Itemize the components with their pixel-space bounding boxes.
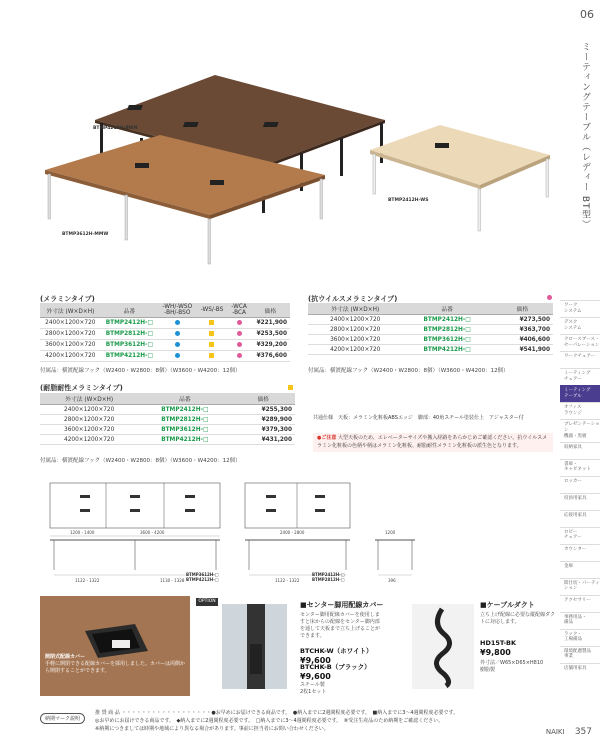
center-cover-title: ■センター脚用配線カバー [300, 601, 384, 609]
table-row [308, 315, 553, 325]
size-cell: 2800×1200×720 [40, 415, 138, 425]
finish-cell [197, 340, 228, 351]
code-cell: BTMP3612H-□ [402, 335, 491, 345]
column-header: 外寸法 (W×D×H) [40, 303, 101, 318]
cable-duct-price: ¥9,800 [480, 648, 511, 657]
table-row [40, 329, 290, 340]
table-row [40, 340, 290, 351]
legend-line-3: ※納期につきましては時期や地域により異なる場合があります。事前に担当者にお問い合わせください。 [95, 726, 329, 732]
price-cell: ¥541,900 [492, 345, 553, 355]
table-row [308, 325, 553, 335]
legend-line-1: 推 奨 商 品 ・・・・・・・・・・・・・・・・・・●お早めにお届けできる商品です。 ●納入までに2週間程度必要です。 ■納入までに3～4週間程度必要です。 [95, 710, 459, 716]
warning-mark: ●ご注意 [317, 435, 337, 441]
table-light-wood [370, 125, 550, 231]
black-cover-price: ¥9,600 [300, 672, 331, 681]
price-cell: ¥329,200 [251, 340, 290, 351]
sidebar-item[interactable]: 間仕切・パーティ ション [560, 578, 600, 595]
option-badge: OPTION [196, 598, 218, 606]
sidebar-item[interactable]: 金庫 [560, 561, 600, 578]
melamine-price-table [40, 303, 290, 362]
vertical-section-title: ミーティングテーブル（レディー BT型） [580, 42, 590, 230]
table-row [40, 435, 295, 445]
black-cover-code: BTCHK-B（ブラック） [300, 663, 371, 671]
code-cell: BTMP2812H-□ [138, 415, 231, 425]
cable-duct-photo [412, 604, 474, 689]
finish-cell [227, 318, 250, 329]
dimension-diagrams [40, 478, 560, 588]
stock-square-icon [209, 342, 214, 347]
sidebar-item[interactable]: デスク システム [560, 317, 600, 334]
melamine-table-title: (メラミンタイプ) [40, 295, 95, 303]
cable-duct-title: ■ケーブルダクト [480, 601, 535, 609]
finish-cell [158, 329, 197, 340]
finish-cell [158, 340, 197, 351]
made-to-order-icon [237, 342, 242, 347]
finish-cell [227, 340, 250, 351]
center-leg-photo [222, 604, 287, 689]
footer-brand: NAIKI [545, 728, 565, 736]
model-label: BTMP3612H-□ [186, 572, 219, 577]
table-row [40, 415, 295, 425]
cover-caption-title: 開閉式配線カバー [45, 654, 86, 660]
made-to-order-icon [547, 295, 552, 300]
size-cell: 2400×1200×720 [40, 318, 101, 329]
table-row [40, 405, 295, 415]
cable-duct-code: HD15T-BK [480, 639, 517, 647]
price-cell: ¥255,300 [231, 405, 295, 415]
size-cell: 4200×1200×720 [40, 435, 138, 445]
column-header: 価格 [231, 393, 295, 405]
price-cell: ¥253,500 [251, 329, 290, 340]
dim-label: 1122・1322 [275, 578, 300, 583]
size-cell: 2400×1200×720 [308, 315, 402, 325]
legend-line-2: ◎お早めにお届けできる商品です。 ◆納入までに2週間程度必要です。 □納入までに3～4週間程度必要です。 ⑧受注生産品のため納期をご確認ください。 [95, 718, 444, 724]
column-header: 外寸法 (W×D×H) [308, 303, 402, 315]
table-row [308, 335, 553, 345]
column-header: -WCA -BCA [227, 303, 250, 318]
stock-dot-icon [175, 331, 180, 336]
size-cell: 3600×1200×720 [40, 425, 138, 435]
finish-cell [158, 351, 197, 362]
sidebar-item[interactable]: 応接用家具 [560, 510, 600, 527]
warning-box [313, 433, 553, 452]
sidebar-item[interactable]: ラック・ 工場備品 [560, 629, 600, 646]
cover-caption-text: 手軽に開閉できる配線カバーを採用しました。カバーは両側から開閉することができます。 [45, 661, 186, 674]
code-cell: BTMP2412H-□ [402, 315, 491, 325]
dim-label: 1122・1322 [75, 578, 100, 583]
code-cell: BTMP3612H-□ [101, 340, 158, 351]
delivery-mark-icon [288, 385, 293, 390]
fireproof-table-title: (耐脂耐性メラミンタイプ) [40, 384, 123, 392]
product-label-left: BTMP3612H-MMW [62, 232, 109, 237]
page-footer [546, 727, 592, 737]
sidebar-item[interactable]: 収納家具 [560, 442, 600, 459]
code-cell: BTMP2412H-□ [138, 405, 231, 415]
code-cell: BTMP3612H-□ [138, 425, 231, 435]
dim-label: 396 [388, 578, 396, 583]
size-cell: 4200×1200×720 [308, 345, 402, 355]
delivery-legend [95, 709, 458, 733]
model-label: BTMP2812H-□ [312, 577, 345, 582]
stock-square-icon [209, 320, 214, 325]
stock-square-icon [209, 331, 214, 336]
sidebar-item[interactable]: カウンター [560, 544, 600, 561]
model-label: BTMP4212H-□ [186, 577, 219, 582]
stock-square-icon [209, 353, 214, 358]
model-label: BTMP2412H-□ [312, 572, 345, 577]
sidebar-item[interactable]: ワークチェアー [560, 351, 600, 368]
column-header: -WH/-WSO -BH/-BSO [158, 303, 197, 318]
cable-cover-photo [40, 596, 190, 696]
price-cell: ¥289,900 [231, 415, 295, 425]
code-cell: BTMP4212H-□ [138, 435, 231, 445]
made-to-order-icon [237, 353, 242, 358]
column-header: 品番 [101, 303, 158, 318]
finish-cell [227, 329, 250, 340]
size-cell: 2800×1200×720 [40, 329, 101, 340]
table-row [40, 425, 295, 435]
antiviral-price-table [308, 303, 553, 355]
price-cell: ¥376,600 [251, 351, 290, 362]
column-header: 価格 [251, 303, 290, 318]
code-cell: BTMP2812H-□ [402, 325, 491, 335]
made-to-order-icon [237, 320, 242, 325]
cable-duct-spec: 外寸法／W65×D65×H810 樹脂製 [480, 660, 544, 673]
sidebar-item[interactable]: クロースブース・ セーパレーション [560, 334, 600, 351]
sidebar-item[interactable]: 店舗用家具 [560, 663, 600, 680]
sidebar-item[interactable]: ミーティング テーブル [560, 385, 600, 402]
made-to-order-icon [237, 331, 242, 336]
sidebar-item[interactable]: 役員用家具 [560, 493, 600, 510]
sidebar-item[interactable]: 書庫・ キャビネット [560, 459, 600, 476]
code-cell: BTMP2412H-□ [101, 318, 158, 329]
sidebar-item[interactable]: 環境配慮製品 事業 [560, 646, 600, 663]
column-header: 価格 [492, 303, 553, 315]
size-cell: 4200×1200×720 [40, 351, 101, 362]
sidebar-item[interactable]: プレゼンテーション 機器・黒板 [560, 419, 600, 442]
table-row [40, 351, 290, 362]
column-header: 品番 [402, 303, 491, 315]
product-label-top: BTMP4212H-BWN [93, 126, 138, 131]
size-cell: 2800×1200×720 [308, 325, 402, 335]
price-cell: ¥221,900 [251, 318, 290, 329]
fireproof-price-table [40, 393, 295, 445]
product-illustrations [40, 25, 560, 285]
fireproof-note: 付属品：横渡配線フック（W2400・W2800：8個）（W3600・W4200：12個） [40, 458, 241, 464]
column-header: -WS/-BS [197, 303, 228, 318]
sidebar-item[interactable]: ワーク システム [560, 300, 600, 317]
antiviral-note: 付属品：横渡配線フック（W2400・W2800：8個）（W3600・W4200：12個） [308, 368, 509, 374]
price-cell: ¥406,600 [492, 335, 553, 345]
code-cell: BTMP4212H-□ [402, 345, 491, 355]
stock-dot-icon [175, 342, 180, 347]
legend-title: 納期マーク説明 [40, 713, 85, 724]
column-header: 外寸法 (W×D×H) [40, 393, 138, 405]
finish-cell [158, 318, 197, 329]
size-cell: 3600×1200×720 [308, 335, 402, 345]
sidebar-item[interactable]: ロッカー [560, 476, 600, 493]
white-cover-price: ¥9,600 [300, 656, 331, 665]
cover-material: スチール製 2枚1セット [300, 682, 327, 695]
dim-label: 1200 [385, 530, 396, 535]
sidebar-item[interactable]: ミーティング チェアー [560, 368, 600, 385]
dim-label: 1130・1328 [160, 578, 185, 583]
dim-label: 3600・4200 [140, 530, 165, 535]
sidebar-item[interactable]: アクセサリー [560, 595, 600, 612]
price-cell: ¥431,200 [231, 435, 295, 445]
finish-cell [227, 351, 250, 362]
price-cell: ¥363,700 [492, 325, 553, 335]
dim-label: 1200・1400 [70, 530, 95, 535]
cable-duct-desc: 立ち上げ配線に必要な縦配線ダクトに対応します。 [480, 612, 556, 625]
sidebar-item[interactable]: オフィス ラウンジ [560, 402, 600, 419]
sidebar-item[interactable]: 事務用品・ 備品 [560, 612, 600, 629]
table-row [308, 345, 553, 355]
warning-text: 大型天板のため、エレベーターサイズや搬入経路をあらかじめご確認ください。抗ウイルスメラミン化粧板の色柄や柄はメラミン化粧板、耐脂耐性メラミン化粧板の派生色となります。 [317, 435, 548, 449]
size-cell: 2400×1200×720 [40, 405, 138, 415]
dim-label: 2400・2800 [280, 530, 305, 535]
stock-dot-icon [175, 320, 180, 325]
stock-dot-icon [175, 353, 180, 358]
table-row [40, 318, 290, 329]
sidebar-category-nav [560, 300, 600, 680]
column-header: 品番 [138, 393, 231, 405]
price-cell: ¥379,300 [231, 425, 295, 435]
product-label-right: BTMP2412H-WS [388, 198, 429, 203]
size-cell: 3600×1200×720 [40, 340, 101, 351]
white-cover-code: BTCHK-W（ホワイト） [300, 647, 373, 655]
page-number: 06 [580, 8, 594, 21]
antiviral-table-title: (抗ウイルスメラミンタイプ) [308, 295, 398, 303]
finish-cell [197, 318, 228, 329]
code-cell: BTMP4212H-□ [101, 351, 158, 362]
price-cell: ¥273,500 [492, 315, 553, 325]
common-spec: 共通仕様 天板：メラミン化粧板ABSエッジ 脚部：40角スチール塗装仕上 アジャスター付 [313, 415, 524, 421]
finish-cell [197, 329, 228, 340]
melamine-note: 付属品：横渡配線フック（W2400・W2800：8個）（W3600・W4200：12個） [40, 368, 241, 374]
sidebar-item[interactable]: ロビー チェアー [560, 527, 600, 544]
code-cell: BTMP2812H-□ [101, 329, 158, 340]
center-cover-desc: センター脚用配線カバーを使用しますと床からの配線をセンター脚内部を通して天板まで立ち上げることができます。 [300, 612, 381, 639]
footer-page-number: 357 [574, 727, 592, 737]
finish-cell [197, 351, 228, 362]
